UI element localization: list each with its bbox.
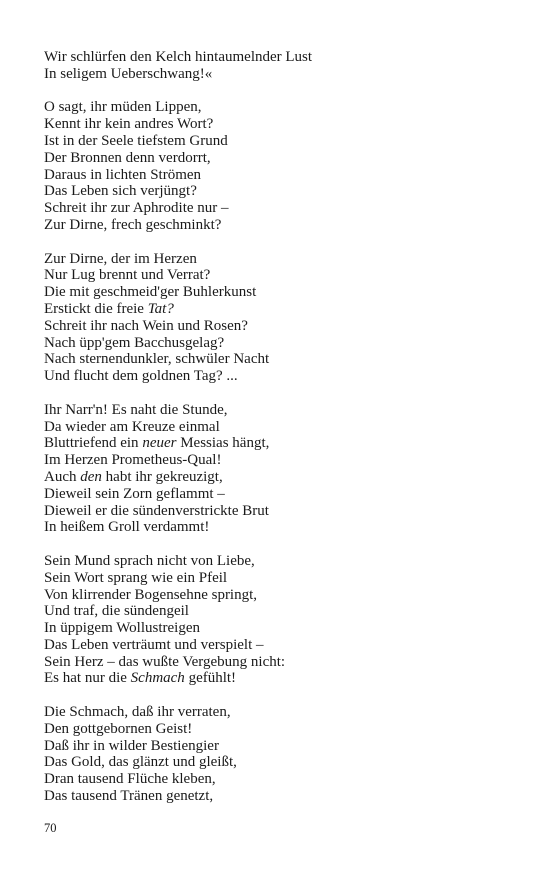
line-text: Erstickt die freie [44,300,148,317]
stanza [44,251,514,385]
line-text: Messias hängt, [176,435,270,452]
line-text: Das tausend Tränen genetzt, [44,788,214,805]
verse-line [44,469,514,486]
verse-line [44,771,514,788]
stanza [44,704,514,805]
verse-line [44,704,514,721]
verse-line [44,620,514,637]
line-text: Schreit ihr nach Wein und Rosen? [44,317,248,334]
line-text: In üppigem Wollustreigen [44,620,200,637]
stanza [44,553,514,687]
line-text: Zur Dirne, frech geschminkt? [44,216,222,233]
line-text: Ist in der Seele tiefstem Grund [44,132,228,149]
line-text: Schreit ihr zur Aphrodite nur – [44,200,229,217]
verse-line [44,318,514,335]
verse-line [44,66,514,83]
verse-line [44,486,514,503]
verse-line [44,419,514,436]
verse-line [44,351,514,368]
line-text: Wir schlürfen den Kelch hintaumelnder Lust [44,49,313,65]
line-text: Das Leben verträumt und verspielt – [44,636,264,653]
emphasized-text: den [80,468,102,485]
verse-line [44,721,514,738]
verse-line [44,570,514,587]
verse-line [44,217,514,234]
line-text: Sein Herz – das wußte Vergebung nicht: [44,653,286,670]
verse-line [44,368,514,385]
verse-line [44,738,514,755]
line-text: Nach üpp'gem Bacchusgelag? [44,334,225,351]
line-text: O sagt, ihr müden Lippen, [44,99,202,116]
line-text: Da wieder am Kreuze einmal [44,418,220,435]
line-text: Sein Mund sprach nicht von Liebe, [44,552,255,569]
poem-text [44,49,514,822]
verse-line [44,402,514,419]
line-text: Und flucht dem goldnen Tag? ... [44,368,238,385]
verse-line [44,587,514,604]
line-text: Die Schmach, daß ihr verraten, [44,704,231,721]
stanza [44,49,514,83]
verse-line [44,183,514,200]
verse-line [44,503,514,520]
verse-line [44,637,514,654]
line-text: Zur Dirne, der im Herzen [44,250,197,267]
emphasized-text: Tat? [147,300,174,317]
verse-line [44,754,514,771]
line-text: Bluttriefend ein [44,435,143,452]
verse-line [44,251,514,268]
line-text: Dieweil er die sündenverstrickte Brut [44,502,269,519]
stanza [44,402,514,536]
line-text: Dran tausend Flüche kleben, [44,771,216,788]
line-text: In heißem Groll verdammt! [44,519,210,536]
verse-line [44,116,514,133]
verse-line [44,788,514,805]
emphasized-text: neuer [142,435,177,452]
verse-line [44,435,514,452]
verse-line [44,99,514,116]
verse-line [44,301,514,318]
line-text: Nach sternendunkler, schwüler Nacht [44,351,270,368]
line-text: Ihr Narr'n! Es naht die Stunde, [44,401,228,418]
line-text: Von klirrender Bogensehne springt, [44,586,258,603]
line-text: Daß ihr in wilder Bestiengier [44,737,219,754]
page-number: 70 [44,821,57,835]
verse-line [44,335,514,352]
verse-line [44,603,514,620]
verse-line [44,49,514,66]
line-text: Und traf, die sündengeil [44,603,189,620]
verse-line [44,200,514,217]
verse-line [44,267,514,284]
verse-line [44,167,514,184]
line-text: Kennt ihr kein andres Wort? [44,116,214,133]
line-text: Der Bronnen denn verdorrt, [44,149,211,166]
line-text: Die mit geschmeid'ger Buhlerkunst [44,284,257,301]
line-text: Das Leben sich verjüngt? [44,183,197,200]
verse-line [44,670,514,687]
verse-line [44,553,514,570]
line-text: Sein Wort sprang wie ein Pfeil [44,569,228,586]
line-text: In seligem Ueberschwang!« [44,65,213,82]
line-text: Dieweil sein Zorn geflammt – [44,485,225,502]
line-text: Auch [44,468,81,485]
verse-line [44,150,514,167]
line-text: Den gottgebornen Geist! [44,720,193,737]
line-text: Es hat nur die [44,670,131,687]
line-text: Nur Lug brennt und Verrat? [44,267,211,284]
line-text: Das Gold, das glänzt und gleißt, [44,754,237,771]
line-text: Im Herzen Prometheus-Qual! [44,452,222,469]
emphasized-text: Schmach [130,670,185,687]
verse-line [44,284,514,301]
verse-line [44,452,514,469]
verse-line [44,519,514,536]
stanza [44,99,514,233]
verse-line [44,133,514,150]
line-text: habt ihr gekreuzigt, [101,468,223,485]
verse-line [44,654,514,671]
line-text: Daraus in lichten Strömen [44,166,202,183]
line-text: gefühlt! [184,670,237,687]
